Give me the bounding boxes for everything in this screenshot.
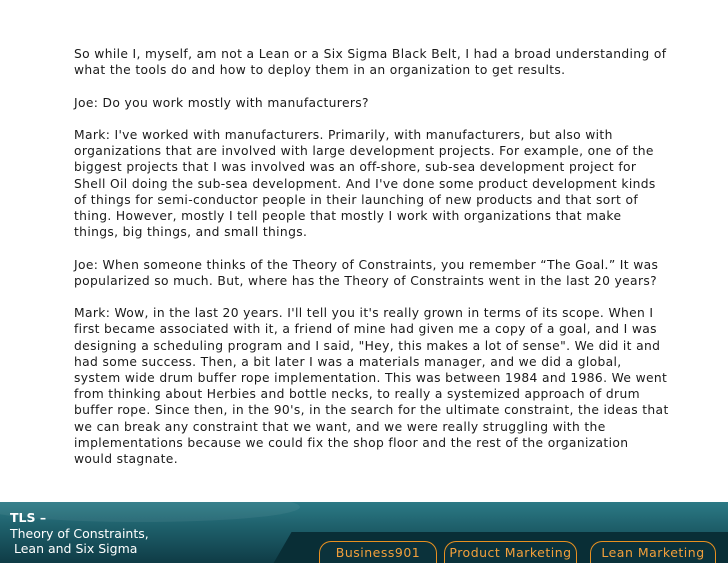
slide-footer	[0, 502, 728, 563]
tls-label: TLS –	[10, 510, 47, 525]
tls-line-2: Theory of Constraints,	[10, 525, 149, 541]
paragraph-intro: So while I, myself, am not a Lean or a Six Sigma Black Belt, I had a broad understanding of what the tools do and how to deploy them in an organization to get results.	[74, 47, 667, 78]
nav-tab-business901[interactable]: Business901	[319, 541, 437, 563]
document-body	[74, 46, 669, 483]
paragraph-joe-question-2: Joe: When someone thinks of the Theory of Constraints, you remember “The Goal.” It was popularized so much. But, where has the Theory of Constraints went in the last 20 years?	[74, 257, 659, 288]
paragraph-joe-question-1: Joe: Do you work mostly with manufacturers?	[74, 95, 369, 110]
footer-title	[10, 510, 149, 557]
paragraph-mark-answer-1: Mark: I've worked with manufacturers. Primarily, with manufacturers, but also with organizations that are involved with large development projects. For example, one of the biggest projects that I was involved was an off-shore, sub-sea development project for Shell Oil doing the sub-sea development. And I've done some product development kinds of things for semi-conductor people in their launching of new products and that sort of thing. However, mostly I tell people that mostly I work with organizations that make things, big things, and small things.	[74, 127, 656, 240]
tls-line-3: Lean and Six Sigma	[10, 541, 138, 556]
nav-tab-lean-marketing[interactable]: Lean Marketing	[590, 541, 716, 563]
nav-tab-product-marketing[interactable]: Product Marketing	[444, 541, 577, 563]
paragraph-mark-answer-2: Mark: Wow, in the last 20 years. I'll tell you it's really grown in terms of its scope. When I first became associated with it, a friend of mine had given me a copy of a goal, and I was designing a scheduling program and I said, "Hey, this makes a lot of sense". We did it and had some success. Then, a bit later I was a materials manager, and we did a global, system wide drum buffer rope implementation. This was between 1984 and 1986. We went from thinking about Herbies and bottle necks, to really a systemized approach of drum buffer rope. Since then, in the 90's, in the search for the ultimate constraint, the ideas that we can break any constraint that we want, and we were really struggling with the implementations because we could fix the shop floor and the rest of the organization would stagnate.	[74, 306, 669, 467]
